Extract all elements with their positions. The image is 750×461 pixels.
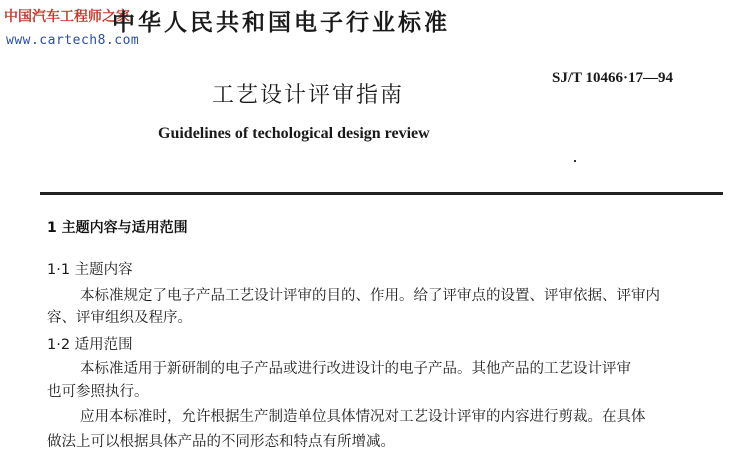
section-1-2-paragraph-2-line-1: 应用本标准时，允许根据生产制造单位具体情况对工艺设计评审的内容进行剪裁。在具体 xyxy=(80,409,646,425)
section-1-2-paragraph-1-line-1: 本标准适用于新研制的电子产品或进行改进设计的电子产品。其他产品的工艺设计评审 xyxy=(80,361,631,377)
section-1-1-heading: 1·1 主题内容 xyxy=(47,262,133,278)
document-title: 工艺设计评审指南 xyxy=(212,83,405,108)
scan-speck xyxy=(574,160,576,162)
section-1-1-paragraph-line-1: 本标准规定了电子产品工艺设计评审的目的、作用。给了评审点的设置、评审依据、评审内 xyxy=(80,288,660,304)
section-1-1-paragraph-line-2: 容、评审组织及程序。 xyxy=(47,310,192,326)
watermark-brand: 中国汽车工程师之家 xyxy=(4,9,130,25)
section-1-2-heading: 1·2 适用范围 xyxy=(47,337,133,353)
section-1-2-paragraph-1-line-2: 也可参照执行。 xyxy=(47,384,149,400)
horizontal-rule xyxy=(40,192,723,195)
watermark-url: www.cartech8.com xyxy=(6,33,140,48)
section-1-2-paragraph-2-line-2: 做法上可以根据具体产品的不同形态和特点有所增减。 xyxy=(47,434,395,450)
standard-number: SJ/T 10466·17—94 xyxy=(552,70,673,86)
section-1-heading: 1 主题内容与适用范围 xyxy=(47,220,188,236)
english-title: Guidelines of techological design review xyxy=(158,125,430,142)
standard-category-header: 中华人民共和国电子行业标准 xyxy=(112,10,450,36)
